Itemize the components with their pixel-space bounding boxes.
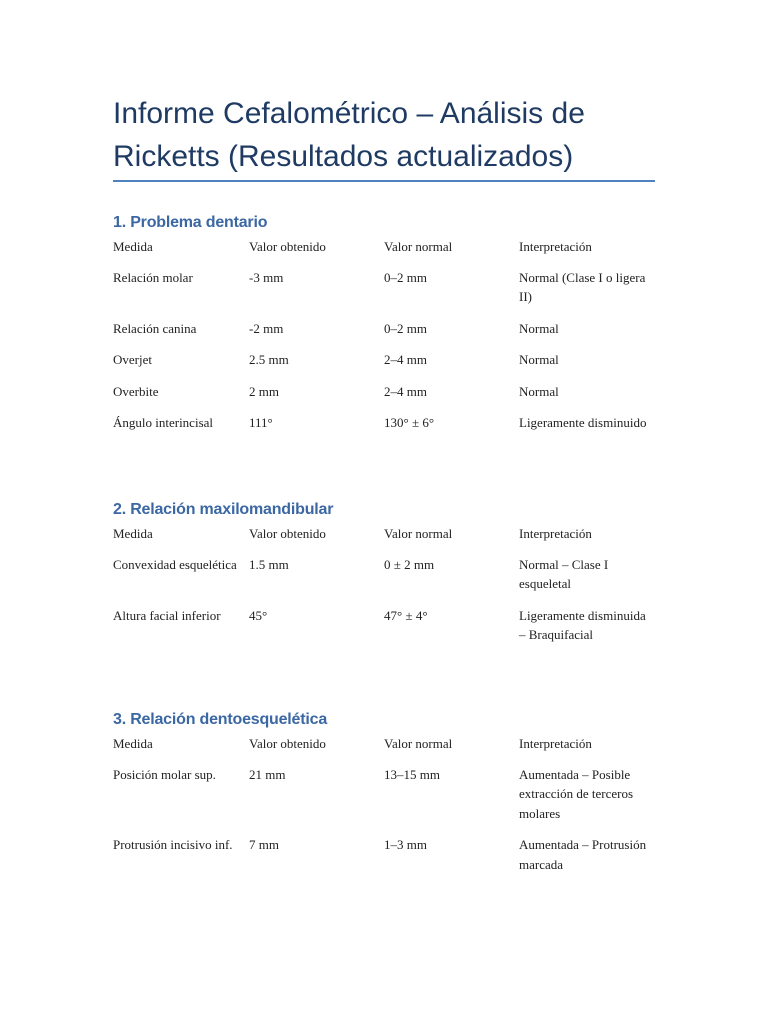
section-heading: 1. Problema dentario — [113, 214, 268, 231]
cell-valor-normal: 47° ± 4° — [384, 607, 428, 623]
cell-valor-obtenido: 2 mm — [249, 383, 279, 399]
cell-interpretacion: Normal (Clase I o ligera II) — [519, 269, 646, 304]
cell-valor-obtenido: 111° — [249, 415, 273, 430]
table-row — [113, 268, 673, 307]
cell-medida: Relación canina — [113, 320, 197, 336]
cell-valor-normal: 13–15 mm — [384, 766, 440, 782]
column-header-valor-normal: Valor normal — [384, 526, 453, 541]
column-header-valor-obtenido: Valor obtenido — [249, 239, 326, 254]
cell-medida: Overjet — [113, 352, 152, 367]
section-problema-dentario — [113, 211, 673, 445]
cell-medida: Relación molar — [113, 269, 193, 285]
table-header-row — [113, 237, 673, 257]
table-row — [113, 350, 673, 370]
cell-valor-obtenido: 45° — [249, 607, 268, 623]
cell-valor-obtenido: -2 mm — [249, 320, 284, 336]
cell-interpretacion: Normal — [519, 320, 559, 336]
table-header-row — [113, 524, 673, 544]
cell-valor-normal: 0–2 mm — [384, 320, 427, 336]
cell-valor-normal: 2–4 mm — [384, 352, 427, 367]
section-heading: 2. Relación maxilomandibular — [113, 501, 334, 518]
cell-medida: Protrusión incisivo inf. — [113, 837, 233, 852]
column-header-medida: Medida — [113, 526, 153, 541]
cell-interpretacion: Normal – Clase I esqueletal — [519, 556, 609, 591]
column-header-medida: Medida — [113, 736, 153, 751]
cell-medida: Ángulo interincisal — [113, 415, 214, 430]
cell-valor-obtenido: -3 mm — [249, 269, 284, 285]
table-row — [113, 382, 673, 402]
cell-valor-normal: 0–2 mm — [384, 269, 427, 285]
cell-valor-obtenido: 7 mm — [249, 837, 279, 852]
cell-medida: Posición molar sup. — [113, 766, 216, 782]
section-relacion-dentoesqueletica — [113, 708, 673, 886]
table-row — [113, 413, 673, 433]
cell-interpretacion: Aumentada – Protrusión marcada — [519, 837, 647, 872]
section-relacion-maxilomandibular — [113, 498, 673, 657]
cell-interpretacion: Ligeramente disminuido — [519, 415, 647, 430]
table-row — [113, 606, 673, 645]
cell-interpretacion: Ligeramente disminuida – Braquifacial — [519, 607, 646, 642]
column-header-valor-normal: Valor normal — [384, 736, 453, 751]
cell-valor-obtenido: 21 mm — [249, 766, 286, 782]
cell-interpretacion: Normal — [519, 383, 559, 399]
table-row — [113, 765, 673, 824]
cell-medida: Altura facial inferior — [113, 607, 221, 623]
title-underline — [113, 180, 655, 182]
measurement-table — [113, 237, 673, 433]
column-header-interpretacion: Interpretación — [519, 736, 592, 751]
table-header-row — [113, 734, 673, 754]
measurement-table — [113, 524, 673, 645]
cell-valor-normal: 1–3 mm — [384, 837, 427, 852]
cell-valor-normal: 2–4 mm — [384, 383, 427, 399]
cell-valor-obtenido: 2.5 mm — [249, 352, 289, 367]
document-title: Informe Cefalométrico – Análisis de Ricketts (Resultados actualizados) — [113, 97, 585, 173]
column-header-interpretacion: Interpretación — [519, 526, 592, 541]
column-header-interpretacion: Interpretación — [519, 239, 592, 254]
column-header-medida: Medida — [113, 239, 153, 254]
cell-medida: Convexidad esquelética — [113, 556, 237, 572]
column-header-valor-obtenido: Valor obtenido — [249, 526, 326, 541]
cell-interpretacion: Aumentada – Posible extracción de terceros molares — [519, 766, 634, 821]
section-heading: 3. Relación dentoesquelética — [113, 711, 328, 728]
cell-valor-obtenido: 1.5 mm — [249, 556, 289, 572]
cell-valor-normal: 130° ± 6° — [384, 415, 435, 430]
table-row — [113, 555, 673, 594]
column-header-valor-normal: Valor normal — [384, 239, 453, 254]
cell-interpretacion: Normal — [519, 352, 559, 367]
measurement-table — [113, 734, 673, 874]
cell-medida: Overbite — [113, 383, 159, 399]
table-row — [113, 319, 673, 339]
table-row — [113, 835, 673, 874]
column-header-valor-obtenido: Valor obtenido — [249, 736, 326, 751]
cell-valor-normal: 0 ± 2 mm — [384, 556, 435, 572]
